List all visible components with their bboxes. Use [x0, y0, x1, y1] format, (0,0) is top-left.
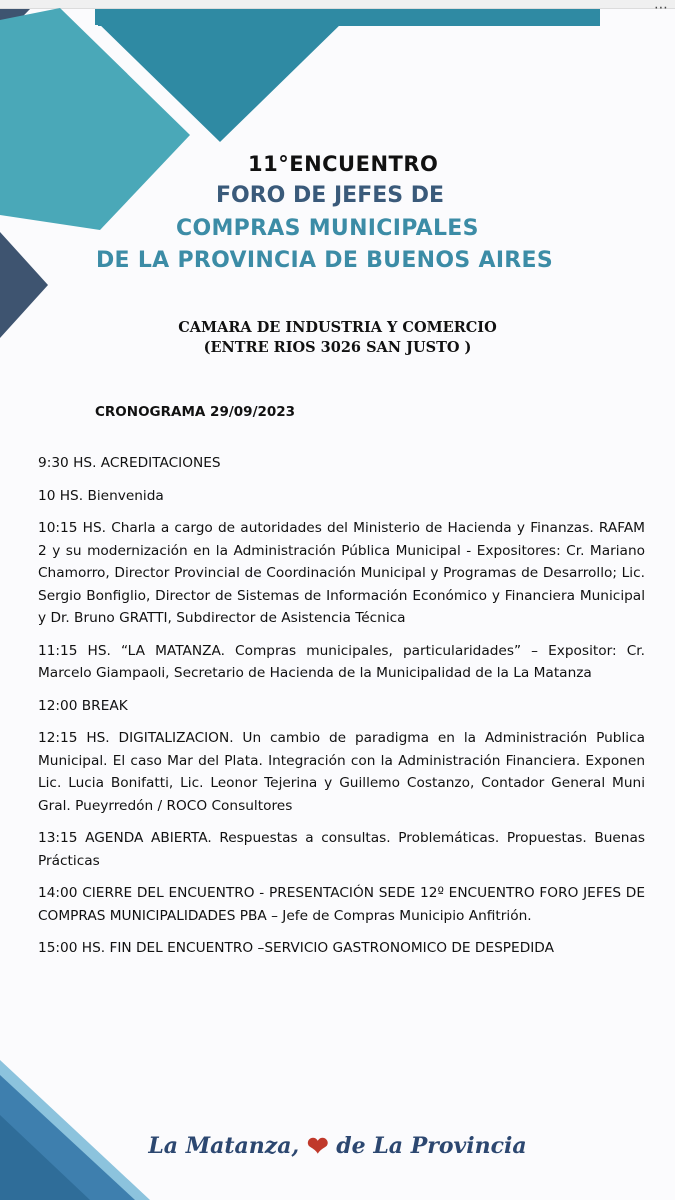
footer-slogan: [0, 1132, 675, 1162]
schedule-item: 11:15 HS. “LA MATANZA. Compras municipales, particularidades” – Expositor: Cr. Marcelo Giampaoli, Secretario de Hacienda de la Municipalidad de la La Matanza: [38, 642, 645, 681]
venue-name: CAMARA DE INDUSTRIA Y COMERCIO: [178, 319, 497, 336]
schedule-item: 10:15 HS. Charla a cargo de autoridades del Ministerio de Hacienda y Finanzas. RAFAM 2 y su modernización en la Administración Pública Municipal - Expositores: Cr. Mariano Chamorro, Director Provincial de Coordinación Municipal y Programas de Desarrollo; Lic. Sergio Bonfiglio, Director de Sistemas de Información Económico y Financiera Municipal y Dr. Bruno GRATTI, Subdirector de Asistencia Técnica: [38, 520, 645, 626]
schedule-item: 12:15 HS. DIGITALIZACION. Un cambio de paradigma en la Administración Publica Municipal. El caso Mar del Plata. Integración con la Administración Financiera. Exponen Lic. Lucia Bonifatti, Lic. Leonor Tejerina y Guillemo Costanzo, Contador General Muni Gral. Pueyrredón / ROCO Consultores: [38, 730, 645, 814]
schedule-title: CRONOGRAMA 29/09/2023: [95, 404, 296, 420]
venue-block: [0, 318, 675, 358]
footer-right: de La Provincia: [336, 1133, 527, 1159]
footer-left: La Matanza,: [148, 1133, 300, 1159]
more-options-icon[interactable]: ⋯: [654, 0, 669, 16]
schedule-item: 15:00 HS. FIN DEL ENCUENTRO –SERVICIO GASTRONOMICO DE DESPEDIDA: [38, 940, 554, 956]
schedule-item: 10 HS. Bienvenida: [38, 487, 164, 504]
venue-address: (ENTRE RIOS 3026 SAN JUSTO ): [203, 339, 472, 356]
schedule-item: 14:00 CIERRE DEL ENCUENTRO - PRESENTACIÓN SEDE 12º ENCUENTRO FORO JEFES DE COMPRAS MUNICIPALIDADES PBA – Jefe de Compras Municipio Anfitrión.: [38, 885, 645, 924]
schedule-item: 12:00 BREAK: [38, 697, 128, 714]
title-encuentro: 11°ENCUENTRO: [248, 152, 439, 176]
decorative-shapes-bottom: [0, 1040, 180, 1200]
schedule-list: [38, 452, 645, 970]
title-compras: COMPRAS MUNICIPALES: [176, 216, 479, 241]
schedule-item: 9:30 HS. ACREDITACIONES: [38, 455, 221, 471]
heart-icon: ❤: [306, 1132, 329, 1162]
title-provincia: DE LA PROVINCIA DE BUENOS AIRES: [96, 248, 554, 273]
schedule-item: 13:15 AGENDA ABIERTA. Respuestas a consultas. Problemáticas. Propuestas. Buenas Prácticas: [38, 830, 645, 869]
title-foro: FORO DE JEFES DE: [216, 183, 445, 208]
